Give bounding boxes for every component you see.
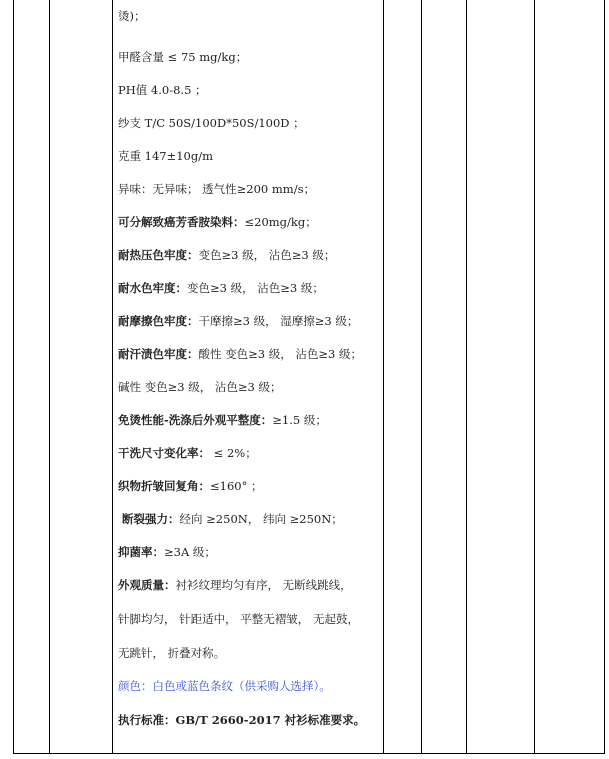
column-border: [112, 0, 113, 754]
spec-label: 耐水色牢度：: [118, 281, 187, 295]
spec-value: 衬衫纹理均匀有序， 无断线跳线，: [175, 578, 352, 592]
spec-line-ironing: 烫)；: [118, 9, 146, 23]
spec-line-appearance: [118, 577, 352, 593]
spec-line-azo-dye: [118, 214, 317, 230]
spec-label: 耐热压色牢度：: [118, 248, 199, 262]
spec-value: ≤20mg/kg；: [244, 215, 317, 229]
spec-line-appearance-3: 无跳针， 折叠对称。: [118, 646, 226, 660]
spec-line-water-fastness: [118, 280, 324, 296]
column-border: [13, 0, 14, 754]
spec-line-formaldehyde: 甲醛含量 ≤ 75 mg/kg；: [118, 50, 248, 64]
spec-line-dry-clean-shrink: [118, 445, 257, 461]
spec-line-alkaline: 碱性 变色≥3 级， 沾色≥3 级；: [118, 380, 282, 394]
column-border: [604, 0, 605, 754]
column-border: [421, 0, 422, 754]
spec-label: 免烫性能-洗涤后外观平整度：: [118, 413, 273, 427]
column-border: [383, 0, 384, 754]
spec-line-standard: 执行标准：GB/T 2660-2017 衬衫标准要求。: [118, 713, 366, 727]
spec-value: 经向 ≥250N， 纬向 ≥250N；: [179, 512, 343, 526]
spec-line-ph: PH值 4.0-8.5 ；: [118, 83, 207, 97]
spec-line-wrinkle-recovery: [118, 478, 263, 494]
spec-line-odor-permeability: 异味：无异味； 透气性≥200 mm/s；: [118, 182, 315, 196]
column-border: [49, 0, 50, 754]
spec-label: 织物折皱回复角：: [118, 479, 210, 493]
spec-value: ≤160° ；: [210, 479, 263, 493]
spec-value: ≥1.5 级；: [272, 413, 327, 427]
spec-line-hot-press-fastness: [118, 247, 335, 263]
spec-label: 耐汗渍色牢度：: [118, 347, 199, 361]
spec-value: 干摩擦≥3 级， 湿摩擦≥3 级；: [198, 314, 359, 328]
spec-line-perspiration-fastness: [118, 346, 362, 362]
spec-value: 酸性 变色≥3 级， 沾色≥3 级；: [198, 347, 363, 361]
spec-line-antibacterial: [118, 544, 216, 560]
spec-label: 可分解致癌芳香胺染料：: [118, 215, 245, 229]
spec-value: ≥3A 级；: [164, 545, 216, 559]
spec-label: 断裂强力：: [118, 512, 180, 526]
column-border: [534, 0, 535, 754]
spec-value: 变色≥3 级， 沾色≥3 级；: [187, 281, 324, 295]
spec-label: 外观质量：: [118, 578, 176, 592]
spec-value: 变色≥3 级， 沾色≥3 级；: [198, 248, 336, 262]
spec-label: 抑菌率：: [118, 545, 164, 559]
spec-line-weight: 克重 147±10g/m: [118, 149, 214, 163]
row-border: [13, 753, 605, 754]
spec-line-breaking-strength: [118, 511, 343, 527]
spec-line-rubbing-fastness: [118, 313, 358, 329]
spec-line-yarn-count: 纱支 T/C 50S/100D*50S/100D ；: [118, 116, 305, 130]
spec-line-non-iron: [118, 412, 327, 428]
spec-line-appearance-2: 针脚均匀， 针距适中， 平整无褶皱， 无起鼓，: [118, 612, 359, 626]
spec-line-color: 颜色：白色或蓝色条纹（供采购人选择）。: [118, 679, 331, 693]
spec-value: ≤ 2%；: [210, 446, 257, 460]
column-border: [466, 0, 467, 754]
spec-label: 干洗尺寸变化率：: [118, 446, 210, 460]
spec-label: 耐摩擦色牢度：: [118, 314, 199, 328]
